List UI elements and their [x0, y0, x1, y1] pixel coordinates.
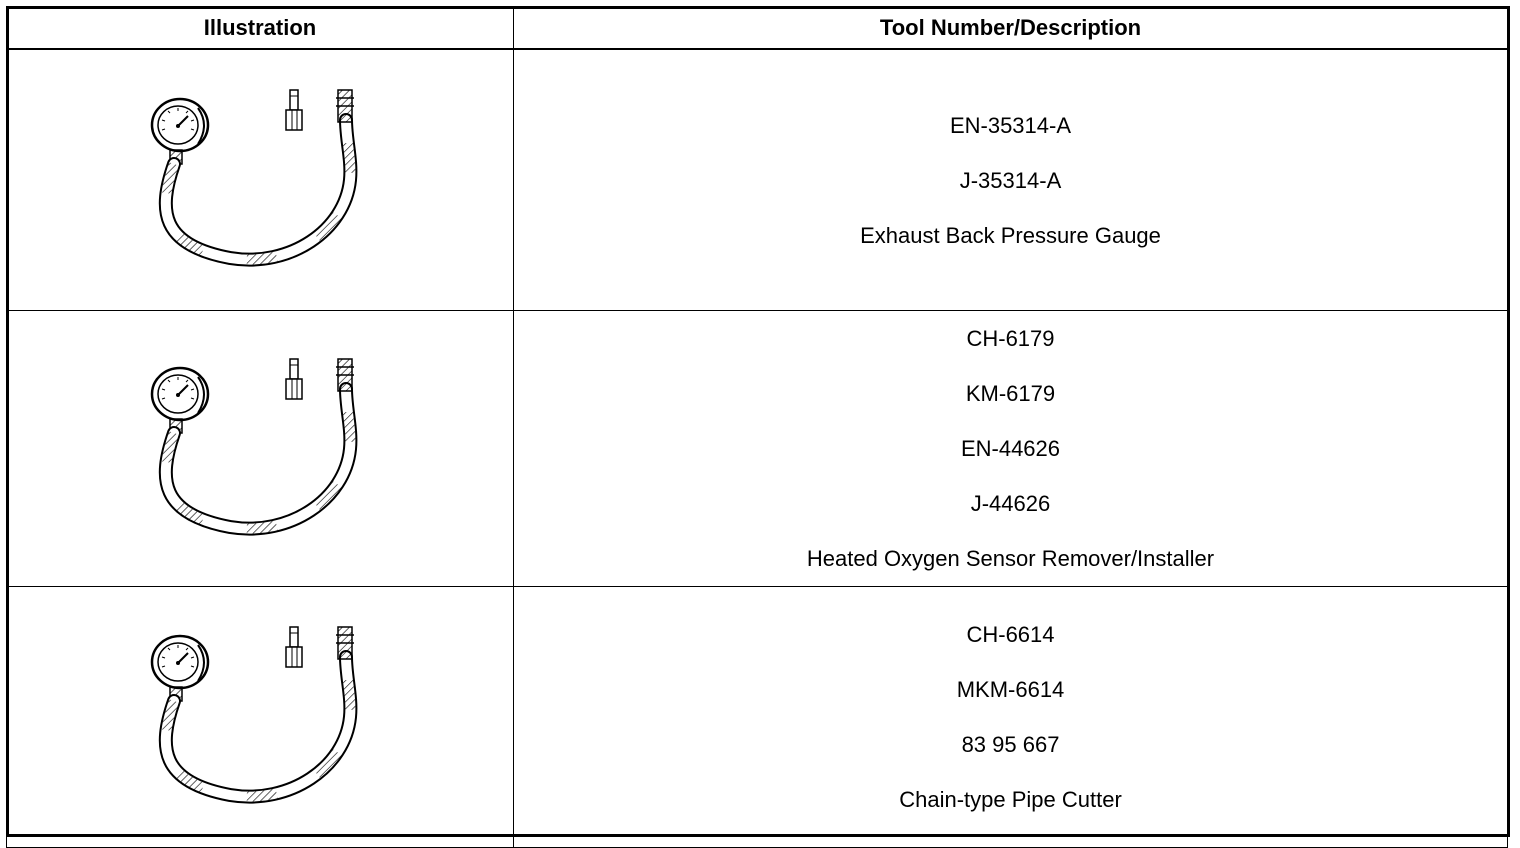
table-header-row: [7, 7, 1508, 50]
tool-description: Chain-type Pipe Cutter: [899, 787, 1122, 812]
tool-number: CH-6614: [966, 622, 1055, 647]
tool-number: J-44626: [970, 491, 1051, 516]
tool-description: Exhaust Back Pressure Gauge: [860, 222, 1161, 248]
tool-number: KM-6179: [965, 381, 1056, 406]
pressure-gauge-hose-icon: [140, 617, 380, 817]
tool-number: J-35314-A: [959, 167, 1062, 193]
header-illustration: Illustration: [7, 7, 514, 50]
tool-number: EN-44626: [960, 436, 1061, 461]
header-tool-number-description: Tool Number/Description: [514, 7, 1508, 50]
illustration-cell: [7, 311, 514, 587]
tool-description-cell: [514, 311, 1508, 587]
table-row: [7, 49, 1508, 311]
illustration-cell: [7, 49, 514, 311]
table-row: [7, 311, 1508, 587]
tool-description-cell: [514, 49, 1508, 311]
tool-number: 83 95 667: [961, 732, 1060, 757]
special-tools-table: [6, 6, 1508, 848]
illustration-cell: [7, 587, 514, 848]
tool-description: Heated Oxygen Sensor Remover/Installer: [806, 546, 1215, 571]
tool-number: MKM-6614: [956, 677, 1065, 702]
tool-number: EN-35314-A: [949, 112, 1072, 138]
tool-number: CH-6179: [966, 326, 1055, 351]
pressure-gauge-hose-icon: [140, 80, 380, 280]
pressure-gauge-hose-icon: [140, 349, 380, 549]
tool-description-cell: [514, 587, 1508, 848]
table-row: [7, 587, 1508, 848]
